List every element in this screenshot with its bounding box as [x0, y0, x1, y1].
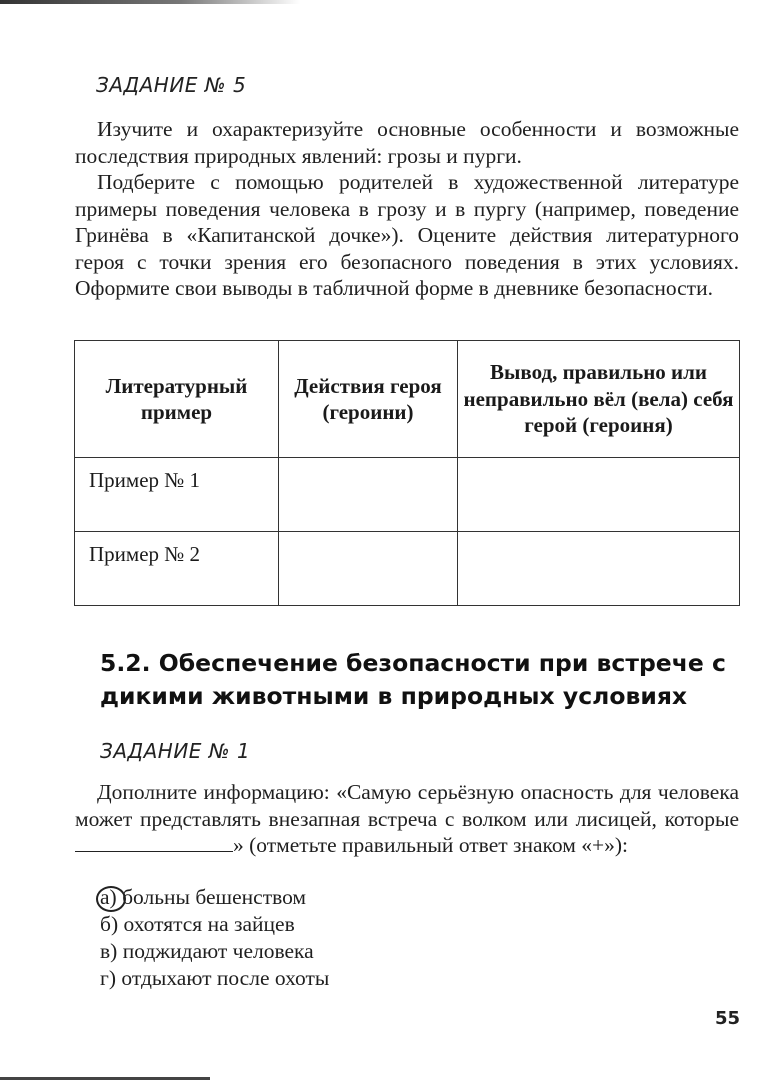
header-hero-actions: Действия героя (героини)	[279, 341, 458, 458]
option-a-letter: а)	[100, 884, 117, 911]
option-c-text: поджидают человека	[122, 939, 314, 963]
option-a-text: больны бешенством	[122, 885, 307, 909]
option-c-letter: в)	[100, 939, 118, 963]
task1-paragraph	[75, 779, 739, 859]
cell-example-1: Пример № 1	[75, 458, 279, 532]
task1-heading: ЗАДАНИЕ № 1	[100, 739, 251, 763]
option-b-text: охотятся на зайцев	[123, 912, 295, 936]
option-d-letter: г)	[100, 966, 116, 990]
task1-text-before: Дополните информацию: «Самую серьёзную опасность для человека может представлять внезапная встреча с волком или лисицей, которые	[75, 780, 739, 831]
answer-options	[100, 884, 329, 992]
section-title: 5.2. Обеспечение безопасности при встрече с дикими животными в природных условиях	[100, 649, 726, 710]
table-row	[75, 458, 740, 532]
option-b-letter: б)	[100, 912, 119, 936]
cell-actions-2[interactable]	[279, 532, 458, 606]
table-row	[75, 532, 740, 606]
circle-mark-icon	[96, 886, 126, 912]
option-d[interactable]	[100, 965, 329, 992]
safety-diary-table	[74, 340, 740, 606]
scan-edge-top	[0, 0, 300, 4]
page-number: 55	[715, 1008, 741, 1029]
option-b[interactable]	[100, 911, 329, 938]
task1-text-after: » (отметьте правильный ответ знаком «+»):	[233, 833, 628, 857]
cell-example-2: Пример № 2	[75, 532, 279, 606]
task5-heading: ЗАДАНИЕ № 5	[96, 73, 247, 97]
table-header-row	[75, 341, 740, 458]
option-a[interactable]	[100, 884, 329, 911]
answer-blank[interactable]	[75, 833, 233, 852]
header-conclusion: Вывод, правильно или неправильно вёл (вела) себя герой (героиня)	[458, 341, 740, 458]
task5-paragraph-2: Подберите с помощью родителей в художественной литературе примеры поведения человека в грозу и в пургу (например, поведение Гринёва в «Капитанской дочке»). Оцените действия литературного героя с точки зрения его безопасного поведения в этих условиях. Оформите свои выводы в табличной форме в дневнике безопасности.	[75, 170, 739, 300]
option-c[interactable]	[100, 938, 329, 965]
cell-conclusion-1[interactable]	[458, 458, 740, 532]
option-d-text: отдыхают после охоты	[121, 966, 330, 990]
task5-paragraph-1: Изучите и охарактеризуйте основные особенности и возможные последствия природных явлений: грозы и пурги.	[75, 117, 739, 168]
cell-actions-1[interactable]	[279, 458, 458, 532]
header-literary-example: Литературный пример	[75, 341, 279, 458]
cell-conclusion-2[interactable]	[458, 532, 740, 606]
